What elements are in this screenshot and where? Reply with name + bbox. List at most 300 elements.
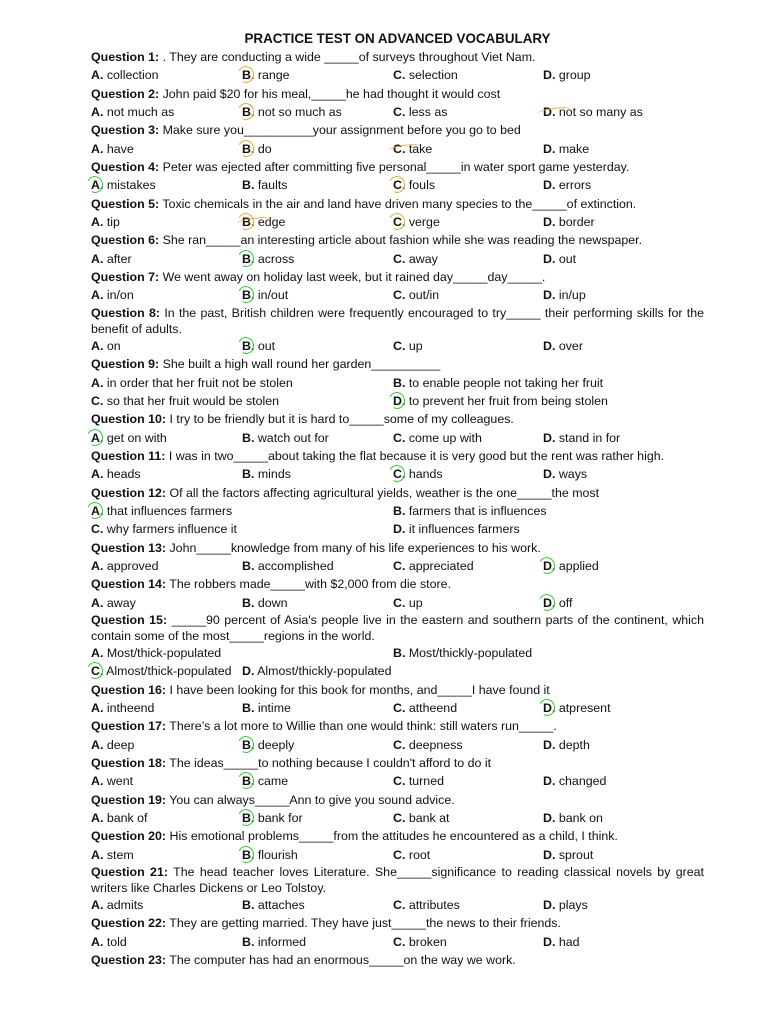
option-d[interactable] <box>543 140 589 158</box>
option-letter: B. <box>242 105 255 120</box>
option-letter: A. <box>91 503 104 518</box>
option-letter: B. <box>242 141 255 156</box>
option-row <box>91 374 704 392</box>
option-letter: C. <box>393 934 406 949</box>
option-text: minds <box>254 467 291 482</box>
option-row <box>91 429 704 447</box>
option-c[interactable] <box>393 140 432 158</box>
question-stem <box>91 195 704 213</box>
option-d[interactable] <box>543 103 643 121</box>
option-c[interactable] <box>393 429 482 447</box>
option-d[interactable] <box>543 846 593 864</box>
option-text: have <box>103 141 134 156</box>
option-row <box>91 250 704 268</box>
option-a[interactable] <box>91 896 143 914</box>
question-label: Question 23: <box>91 953 167 968</box>
option-letter: A. <box>91 645 104 660</box>
option-text: in/up <box>555 288 586 303</box>
option-letter: A. <box>91 595 104 610</box>
option-letter: D. <box>393 522 406 537</box>
option-letter: A. <box>91 737 104 752</box>
option-b[interactable] <box>242 337 275 355</box>
question-text: They are getting married. They have just_____the news to their friends. <box>166 916 561 931</box>
option-letter: B. <box>393 645 406 660</box>
option-d[interactable] <box>543 594 572 612</box>
option-letter: B. <box>242 898 255 913</box>
option-c[interactable] <box>393 736 463 754</box>
option-text: to prevent her fruit from being stolen <box>405 393 608 408</box>
question-stem <box>91 410 704 428</box>
option-c[interactable] <box>393 809 450 827</box>
option-d[interactable] <box>543 699 611 717</box>
option-text: why farmers influence it <box>103 522 237 537</box>
option-letter: C. <box>393 558 406 573</box>
option-d[interactable] <box>543 933 580 951</box>
option-letter: B. <box>242 737 255 752</box>
option-b[interactable] <box>242 140 272 158</box>
option-text: after <box>103 251 132 266</box>
option-a[interactable] <box>91 699 154 717</box>
option-text: changed <box>555 774 607 789</box>
question-label: Question 22: <box>91 916 167 931</box>
question-label: Question 19: <box>91 792 167 807</box>
page-title: PRACTICE TEST ON ADVANCED VOCABULARY <box>244 31 551 46</box>
option-text: accomplished <box>254 558 334 573</box>
option-letter: D. <box>543 847 556 862</box>
option-letter: D. <box>543 467 556 482</box>
option-row <box>91 337 704 355</box>
option-text: stem <box>103 847 134 862</box>
option-letter: A. <box>91 215 104 230</box>
option-letter: D. <box>543 105 556 120</box>
option-letter: A. <box>91 934 104 949</box>
option-text: edge <box>254 215 286 230</box>
question-label: Question 14: <box>91 577 167 592</box>
option-a[interactable] <box>91 66 159 84</box>
question-stem <box>91 951 704 969</box>
option-letter: C. <box>393 701 406 715</box>
option-letter: B. <box>242 430 255 445</box>
option-letter: D. <box>543 68 556 83</box>
option-row <box>91 176 704 194</box>
question-stem <box>91 791 704 809</box>
option-letter: B. <box>242 811 255 826</box>
option-text: approved <box>103 558 159 573</box>
question-stem <box>91 158 704 176</box>
option-c[interactable] <box>393 772 444 790</box>
question-label: Question 9: <box>91 357 160 372</box>
option-text: border <box>555 215 595 230</box>
option-row <box>91 933 704 951</box>
option-a[interactable] <box>91 557 159 575</box>
option-letter: D. <box>543 558 556 573</box>
option-text: out/in <box>405 288 440 303</box>
option-text: mistakes <box>103 178 156 193</box>
option-c[interactable] <box>91 520 237 538</box>
option-text: off <box>555 595 573 610</box>
option-letter: D. <box>543 774 556 789</box>
option-text: came <box>254 774 289 789</box>
option-a[interactable] <box>91 286 134 304</box>
option-b[interactable] <box>242 772 288 790</box>
question-text: I try to be friendly but it is hard to_____some of my colleagues. <box>166 412 514 427</box>
option-text: away <box>103 595 136 610</box>
question-text: I was in two_____about taking the flat because it is very good but the rent was rather high. <box>165 448 665 463</box>
question-label: Question 5: <box>91 196 160 211</box>
option-text: not so many as <box>555 105 643 120</box>
option-text: stand in for <box>555 430 621 445</box>
option-text: range <box>254 68 290 83</box>
option-a[interactable] <box>91 809 148 827</box>
option-letter: B. <box>242 467 255 482</box>
option-text: do <box>254 141 272 156</box>
worksheet <box>91 30 704 969</box>
option-row <box>91 502 704 520</box>
question-stem <box>91 355 704 373</box>
option-row <box>91 286 704 304</box>
question-stem <box>91 231 704 249</box>
question-stem <box>91 754 704 772</box>
option-a[interactable] <box>91 465 141 483</box>
option-row <box>91 772 704 790</box>
question-stem <box>91 681 704 699</box>
option-letter: D. <box>543 737 556 752</box>
option-a[interactable] <box>91 736 134 754</box>
option-b[interactable] <box>242 286 288 304</box>
option-text: heads <box>103 467 141 482</box>
option-letter: C. <box>393 847 406 862</box>
option-text: errors <box>555 178 592 193</box>
option-text: verge <box>405 215 440 230</box>
question-label: Question 16: <box>91 682 167 697</box>
option-text: deep <box>103 737 135 752</box>
option-c[interactable] <box>393 66 458 84</box>
option-letter: B. <box>242 774 255 789</box>
option-letter: C. <box>91 393 104 408</box>
option-text: hands <box>405 467 443 482</box>
question-stem <box>91 268 704 286</box>
option-letter: B. <box>242 701 255 715</box>
question-stem <box>91 575 704 593</box>
option-c[interactable] <box>393 933 447 951</box>
option-letter: B. <box>242 288 255 303</box>
option-d[interactable] <box>543 557 599 575</box>
option-c[interactable] <box>393 337 423 355</box>
option-text: attaches <box>254 898 305 913</box>
option-row <box>91 644 704 662</box>
question-text: John paid $20 for his meal,_____he had thought it would cost <box>159 86 501 101</box>
option-text: on <box>103 338 121 353</box>
option-a[interactable] <box>91 429 167 447</box>
option-a[interactable] <box>91 933 127 951</box>
option-text: group <box>555 68 591 83</box>
option-letter: C. <box>393 595 406 610</box>
option-letter: C. <box>393 811 406 826</box>
option-a[interactable] <box>91 337 121 355</box>
option-a[interactable] <box>91 103 174 121</box>
option-d[interactable] <box>393 392 608 410</box>
question-stem <box>91 484 704 502</box>
option-text: collection <box>103 68 159 83</box>
option-row <box>91 699 704 717</box>
option-text: faults <box>254 178 288 193</box>
option-b[interactable] <box>242 429 329 447</box>
option-b[interactable] <box>242 250 294 268</box>
option-b[interactable] <box>393 502 547 520</box>
option-row <box>91 736 704 754</box>
option-text: take <box>405 141 433 156</box>
option-b[interactable] <box>242 465 291 483</box>
option-letter: C. <box>393 737 406 752</box>
option-c[interactable] <box>393 465 443 483</box>
option-b[interactable] <box>242 896 305 914</box>
option-b[interactable] <box>242 933 306 951</box>
question-text: Of all the factors affecting agricultural yields, weather is the one_____the most <box>166 485 600 500</box>
option-c[interactable] <box>91 392 279 410</box>
option-letter: C. <box>393 68 406 83</box>
option-text: so that her fruit would be stolen <box>103 393 280 408</box>
option-d[interactable] <box>543 896 588 914</box>
option-text: make <box>555 141 590 156</box>
option-d[interactable] <box>543 213 595 231</box>
question-label: Question 1: <box>91 50 160 64</box>
option-text: flourish <box>254 847 298 862</box>
option-text: watch out for <box>254 430 329 445</box>
option-text: less as <box>405 105 448 120</box>
option-letter: A. <box>91 251 104 266</box>
option-text: to enable people not taking her fruit <box>405 375 604 390</box>
option-b[interactable] <box>242 213 285 231</box>
question-text: There’s a lot more to Willie than one would think: still waters run_____. <box>166 719 557 734</box>
option-a[interactable] <box>91 140 134 158</box>
option-text: atpresent <box>555 701 611 715</box>
option-b[interactable] <box>242 809 303 827</box>
question-text: You can always_____Ann to give you sound advice. <box>166 792 455 807</box>
option-row <box>91 140 704 158</box>
option-letter: D. <box>543 288 556 303</box>
option-a[interactable] <box>91 846 134 864</box>
option-d[interactable] <box>543 250 576 268</box>
question-label: Question 21: <box>91 865 168 880</box>
option-letter: C. <box>393 288 406 303</box>
option-letter: B. <box>242 68 255 83</box>
option-text: deeply <box>254 737 295 752</box>
option-c[interactable] <box>393 103 447 121</box>
option-b[interactable] <box>242 103 342 121</box>
option-c[interactable] <box>393 250 438 268</box>
option-text: bank for <box>254 811 303 826</box>
option-b[interactable] <box>393 644 532 662</box>
option-row <box>91 66 704 84</box>
option-letter: B. <box>242 595 255 610</box>
option-letter: D. <box>543 934 556 949</box>
option-b[interactable] <box>242 66 290 84</box>
option-c[interactable] <box>393 176 435 194</box>
option-letter: A. <box>91 105 104 120</box>
option-d[interactable] <box>543 337 583 355</box>
option-text: it influences farmers <box>405 522 520 537</box>
question-label: Question 6: <box>91 233 160 248</box>
option-text: fouls <box>405 178 436 193</box>
option-text: that influences farmers <box>103 503 233 518</box>
option-row <box>91 520 704 538</box>
option-letter: B. <box>393 503 406 518</box>
option-d[interactable] <box>543 429 620 447</box>
option-letter: A. <box>91 467 104 482</box>
question-list <box>91 48 704 969</box>
question-label: Question 10: <box>91 412 167 427</box>
option-row <box>91 103 704 121</box>
option-a[interactable] <box>91 644 221 662</box>
question-label: Question 13: <box>91 540 167 555</box>
option-b[interactable] <box>242 176 287 194</box>
option-b[interactable] <box>242 736 294 754</box>
option-text: deepness <box>405 737 463 752</box>
option-text: intime <box>254 701 291 715</box>
option-row <box>91 662 704 680</box>
question-text: The head teacher loves Literature. She_____significance to reading classical novels by great writers like Charles Dickens or Leo Tolstoy. <box>91 865 704 896</box>
option-a[interactable] <box>91 772 133 790</box>
option-text: over <box>555 338 583 353</box>
option-row <box>91 809 704 827</box>
option-b[interactable] <box>242 594 287 612</box>
option-c[interactable] <box>393 846 430 864</box>
option-text: out <box>555 251 577 266</box>
option-c[interactable] <box>393 557 474 575</box>
question-stem <box>91 447 704 465</box>
option-text: told <box>103 934 127 949</box>
option-text: out <box>254 338 276 353</box>
option-letter: C. <box>91 522 104 537</box>
option-text: ways <box>555 467 588 482</box>
option-letter: B. <box>242 215 255 230</box>
option-text: tip <box>103 215 120 230</box>
option-text: had <box>555 934 580 949</box>
option-text: turned <box>405 774 444 789</box>
option-text: bank of <box>103 811 148 826</box>
option-d[interactable] <box>543 772 606 790</box>
option-text: away <box>405 251 438 266</box>
option-letter: B. <box>393 375 406 390</box>
option-text: root <box>405 847 431 862</box>
option-letter: C. <box>393 430 406 445</box>
option-d[interactable] <box>543 809 603 827</box>
option-letter: D. <box>543 811 556 826</box>
option-letter: A. <box>91 811 104 826</box>
question-text: His emotional problems_____from the attitudes he encountered as a child, I think. <box>166 829 618 844</box>
option-letter: B. <box>242 934 255 949</box>
option-letter: D. <box>543 898 556 913</box>
question-label: Question 11: <box>91 448 166 463</box>
option-letter: A. <box>91 375 104 390</box>
option-letter: A. <box>91 141 104 156</box>
option-a[interactable] <box>91 250 132 268</box>
option-text: in/out <box>254 288 289 303</box>
option-b[interactable] <box>393 374 603 392</box>
option-d[interactable] <box>543 286 586 304</box>
option-letter: D. <box>543 251 556 266</box>
option-d[interactable] <box>393 520 520 538</box>
option-a[interactable] <box>91 594 136 612</box>
question-stem <box>91 121 704 139</box>
question-stem <box>91 827 704 845</box>
option-letter: A. <box>91 701 104 715</box>
option-c[interactable] <box>393 286 439 304</box>
option-row <box>91 846 704 864</box>
option-b[interactable] <box>242 846 298 864</box>
question-text: The ideas_____to nothing because I couldn't afford to do it <box>166 756 492 771</box>
question-stem <box>91 85 704 103</box>
option-text: depth <box>555 737 590 752</box>
question-text: The robbers made_____with $2,000 from die store. <box>166 577 451 592</box>
question-text: She ran_____an interesting article about fashion while she was reading the newspaper. <box>159 233 643 248</box>
option-text: get on with <box>103 430 167 445</box>
option-text: informed <box>254 934 307 949</box>
option-d[interactable] <box>543 176 591 194</box>
question-text: Peter was ejected after committing five personal_____in water sport game yesterday. <box>159 160 630 175</box>
option-letter: A. <box>91 558 104 573</box>
question-label: Question 3: <box>91 123 160 138</box>
option-row <box>91 594 704 612</box>
option-letter: A. <box>91 288 104 303</box>
option-row <box>91 213 704 231</box>
option-letter: A. <box>91 430 104 445</box>
option-letter: D. <box>543 141 556 156</box>
option-b[interactable] <box>242 557 334 575</box>
option-a[interactable] <box>91 176 156 194</box>
option-row <box>91 896 704 914</box>
option-text: down <box>254 595 288 610</box>
option-letter: B. <box>242 338 255 353</box>
option-letter: A. <box>91 774 104 789</box>
option-c[interactable] <box>91 662 232 680</box>
option-c[interactable] <box>393 699 457 717</box>
option-a[interactable] <box>91 502 232 520</box>
question-label: Question 15: <box>91 612 168 627</box>
option-b[interactable] <box>242 699 291 717</box>
option-c[interactable] <box>393 213 440 231</box>
option-letter: D. <box>543 595 556 610</box>
option-d[interactable] <box>543 736 590 754</box>
option-letter: D. <box>543 430 556 445</box>
option-letter: A. <box>91 847 104 862</box>
option-c[interactable] <box>393 896 460 914</box>
option-letter: A. <box>91 178 104 193</box>
option-text: broken <box>405 934 447 949</box>
question-text: I have been looking for this book for months, and_____I have found it <box>166 682 550 697</box>
option-text: up <box>405 338 423 353</box>
option-letter: D. <box>242 664 255 679</box>
option-letter: D. <box>543 178 556 193</box>
option-letter: B. <box>242 178 255 193</box>
option-d[interactable] <box>543 66 591 84</box>
question-label: Question 18: <box>91 756 167 771</box>
option-row <box>91 392 704 410</box>
question-stem <box>91 914 704 932</box>
option-letter: C. <box>393 251 406 266</box>
option-d[interactable] <box>242 662 391 680</box>
question-label: Question 7: <box>91 270 160 285</box>
option-a[interactable] <box>91 374 293 392</box>
option-letter: C. <box>393 338 406 353</box>
question-stem <box>91 864 704 896</box>
option-text: farmers that is influences <box>405 503 547 518</box>
option-d[interactable] <box>543 465 587 483</box>
option-c[interactable] <box>393 594 423 612</box>
question-text: In the past, British children were frequently encouraged to try_____ their performing skills for the benefit of adults. <box>91 305 705 336</box>
option-text: bank on <box>555 811 603 826</box>
option-a[interactable] <box>91 213 120 231</box>
